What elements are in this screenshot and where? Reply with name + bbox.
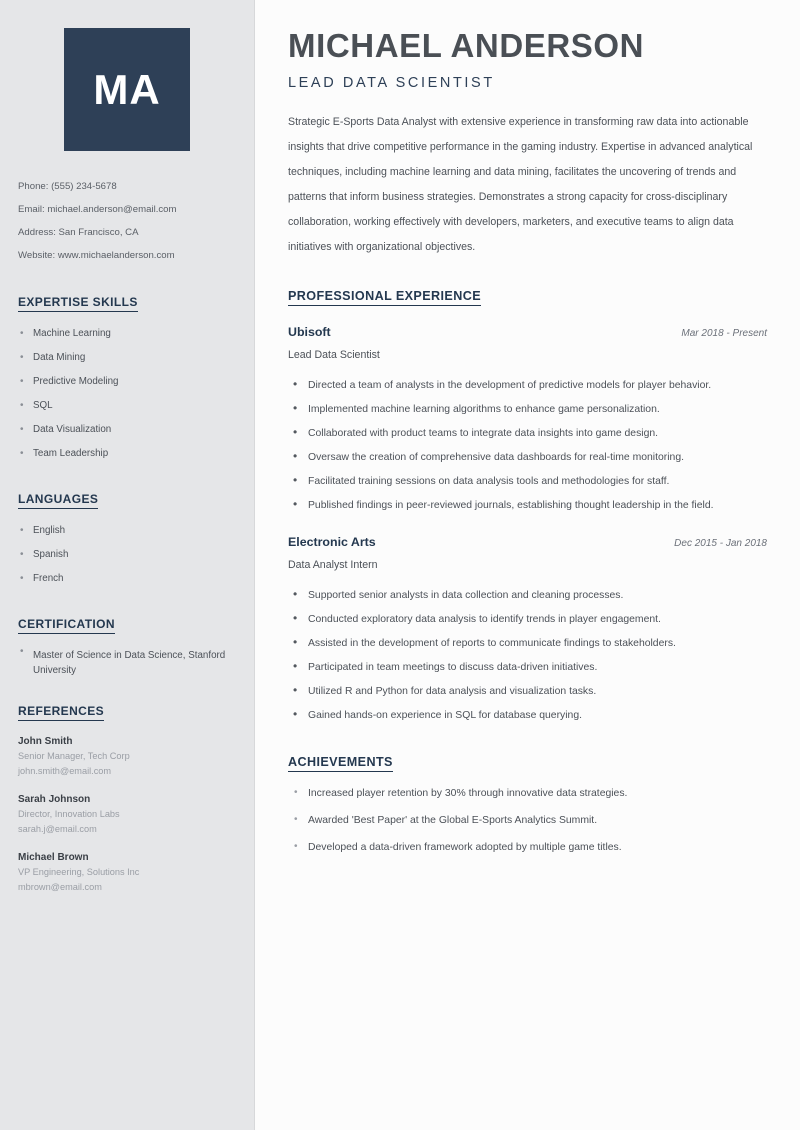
employment-dates: Dec 2015 - Jan 2018 (674, 538, 767, 549)
contact-website: Website: www.michaelanderson.com (18, 250, 175, 261)
languages-list (18, 519, 236, 591)
list-item: • Spanish (18, 543, 236, 567)
position-title: Data Analyst Intern (288, 559, 378, 571)
list-item: • Gained hands-on experience in SQL for database querying. (288, 705, 767, 726)
reference-email: sarah.j@email.com (18, 824, 97, 834)
list-item: • Facilitated training sessions on data analysis tools and methodologies for staff. (288, 471, 767, 492)
certification-heading: CERTIFICATION (18, 617, 115, 634)
section-certification (18, 615, 236, 678)
contact-list (18, 175, 236, 267)
reference-email: mbrown@email.com (18, 882, 102, 892)
company-name: Electronic Arts (288, 535, 376, 549)
expertise-skills-heading: EXPERTISE SKILLS (18, 295, 138, 312)
list-item: • Team Leadership (18, 442, 236, 466)
headline-job-title: LEAD DATA SCIENTIST (288, 75, 495, 91)
section-references (18, 702, 236, 895)
position-title: Lead Data Scientist (288, 349, 380, 361)
experience-entry (288, 323, 767, 516)
reference-email: john.smith@email.com (18, 766, 112, 776)
sidebar (0, 0, 255, 1130)
employment-dates: Mar 2018 - Present (681, 328, 767, 339)
list-item: • Conducted exploratory data analysis to identify trends in player engagement. (288, 609, 767, 630)
achievements-list (288, 783, 767, 858)
list-item: • Participated in team meetings to discuss data-driven initiatives. (288, 657, 767, 678)
expertise-skills-list (18, 322, 236, 466)
list-item: • Supported senior analysts in data collection and cleaning processes. (288, 585, 767, 606)
list-item: • French (18, 567, 236, 591)
list-item: • Increased player retention by 30% through innovative data strategies. (288, 783, 767, 804)
section-languages (18, 490, 236, 591)
list-item: • Data Mining (18, 346, 236, 370)
section-professional-experience (288, 287, 767, 726)
certification-list (18, 644, 236, 678)
list-item: • Utilized R and Python for data analysis and visualization tasks. (288, 681, 767, 702)
reference-item (18, 734, 236, 779)
professional-experience-heading: PROFESSIONAL EXPERIENCE (288, 289, 481, 306)
reference-role: VP Engineering, Solutions Inc (18, 867, 140, 877)
list-item: • Published findings in peer-reviewed journals, establishing thought leadership in the field. (288, 495, 767, 516)
list-item: • Predictive Modeling (18, 370, 236, 394)
languages-heading: LANGUAGES (18, 492, 98, 509)
experience-entry (288, 533, 767, 726)
list-item: • Collaborated with product teams to integrate data insights into game design. (288, 423, 767, 444)
achievements-heading: ACHIEVEMENTS (288, 755, 393, 772)
list-item: • Developed a data-driven framework adopted by multiple game titles. (288, 837, 767, 858)
company-name: Ubisoft (288, 325, 331, 339)
contact-address: Address: San Francisco, CA (18, 227, 139, 238)
contact-email: Email: michael.anderson@email.com (18, 204, 177, 215)
list-item: • Awarded 'Best Paper' at the Global E-Sports Analytics Summit. (288, 810, 767, 831)
reference-name: John Smith (18, 736, 73, 747)
list-item: • SQL (18, 394, 236, 418)
contact-phone: Phone: (555) 234-5678 (18, 181, 117, 192)
responsibility-list (288, 585, 767, 726)
list-item: • Machine Learning (18, 322, 236, 346)
list-item: • Data Visualization (18, 418, 236, 442)
list-item: • Assisted in the development of reports to communicate findings to stakeholders. (288, 633, 767, 654)
reference-name: Sarah Johnson (18, 794, 91, 805)
main-content (256, 0, 800, 1130)
list-item: • Oversaw the creation of comprehensive data dashboards for real-time monitoring. (288, 447, 767, 468)
section-expertise-skills (18, 293, 236, 466)
reference-role: Director, Innovation Labs (18, 809, 120, 819)
list-item: • Directed a team of analysts in the development of predictive models for player behavior. (288, 375, 767, 396)
section-achievements (288, 753, 767, 858)
reference-name: Michael Brown (18, 852, 89, 863)
list-item: • English (18, 519, 236, 543)
professional-summary: Strategic E-Sports Data Analyst with extensive experience in transforming raw data into actionable insights that drive competitive performance in the gaming industry. Expertise in advanced analytical techniques, including machine learning and data mining, facilitates the uncovering of trends and patterns that inform business strategies. Demonstrates a strong capacity for cross-disciplinary collaboration, working effectively with developers, marketers, and executive teams to align data initiatives with organizational objectives. (288, 116, 753, 253)
experience-header (288, 323, 767, 343)
reference-item (18, 850, 236, 895)
list-item: • Implemented machine learning algorithms to enhance game personalization. (288, 399, 767, 420)
reference-role: Senior Manager, Tech Corp (18, 751, 130, 761)
avatar-initials: MA (93, 65, 161, 113)
list-item: • Master of Science in Data Science, Stanford University (18, 644, 236, 678)
references-heading: REFERENCES (18, 704, 104, 721)
experience-header (288, 533, 767, 553)
avatar (64, 28, 190, 151)
reference-item (18, 792, 236, 837)
responsibility-list (288, 375, 767, 516)
page-title: MICHAEL ANDERSON (288, 27, 645, 64)
